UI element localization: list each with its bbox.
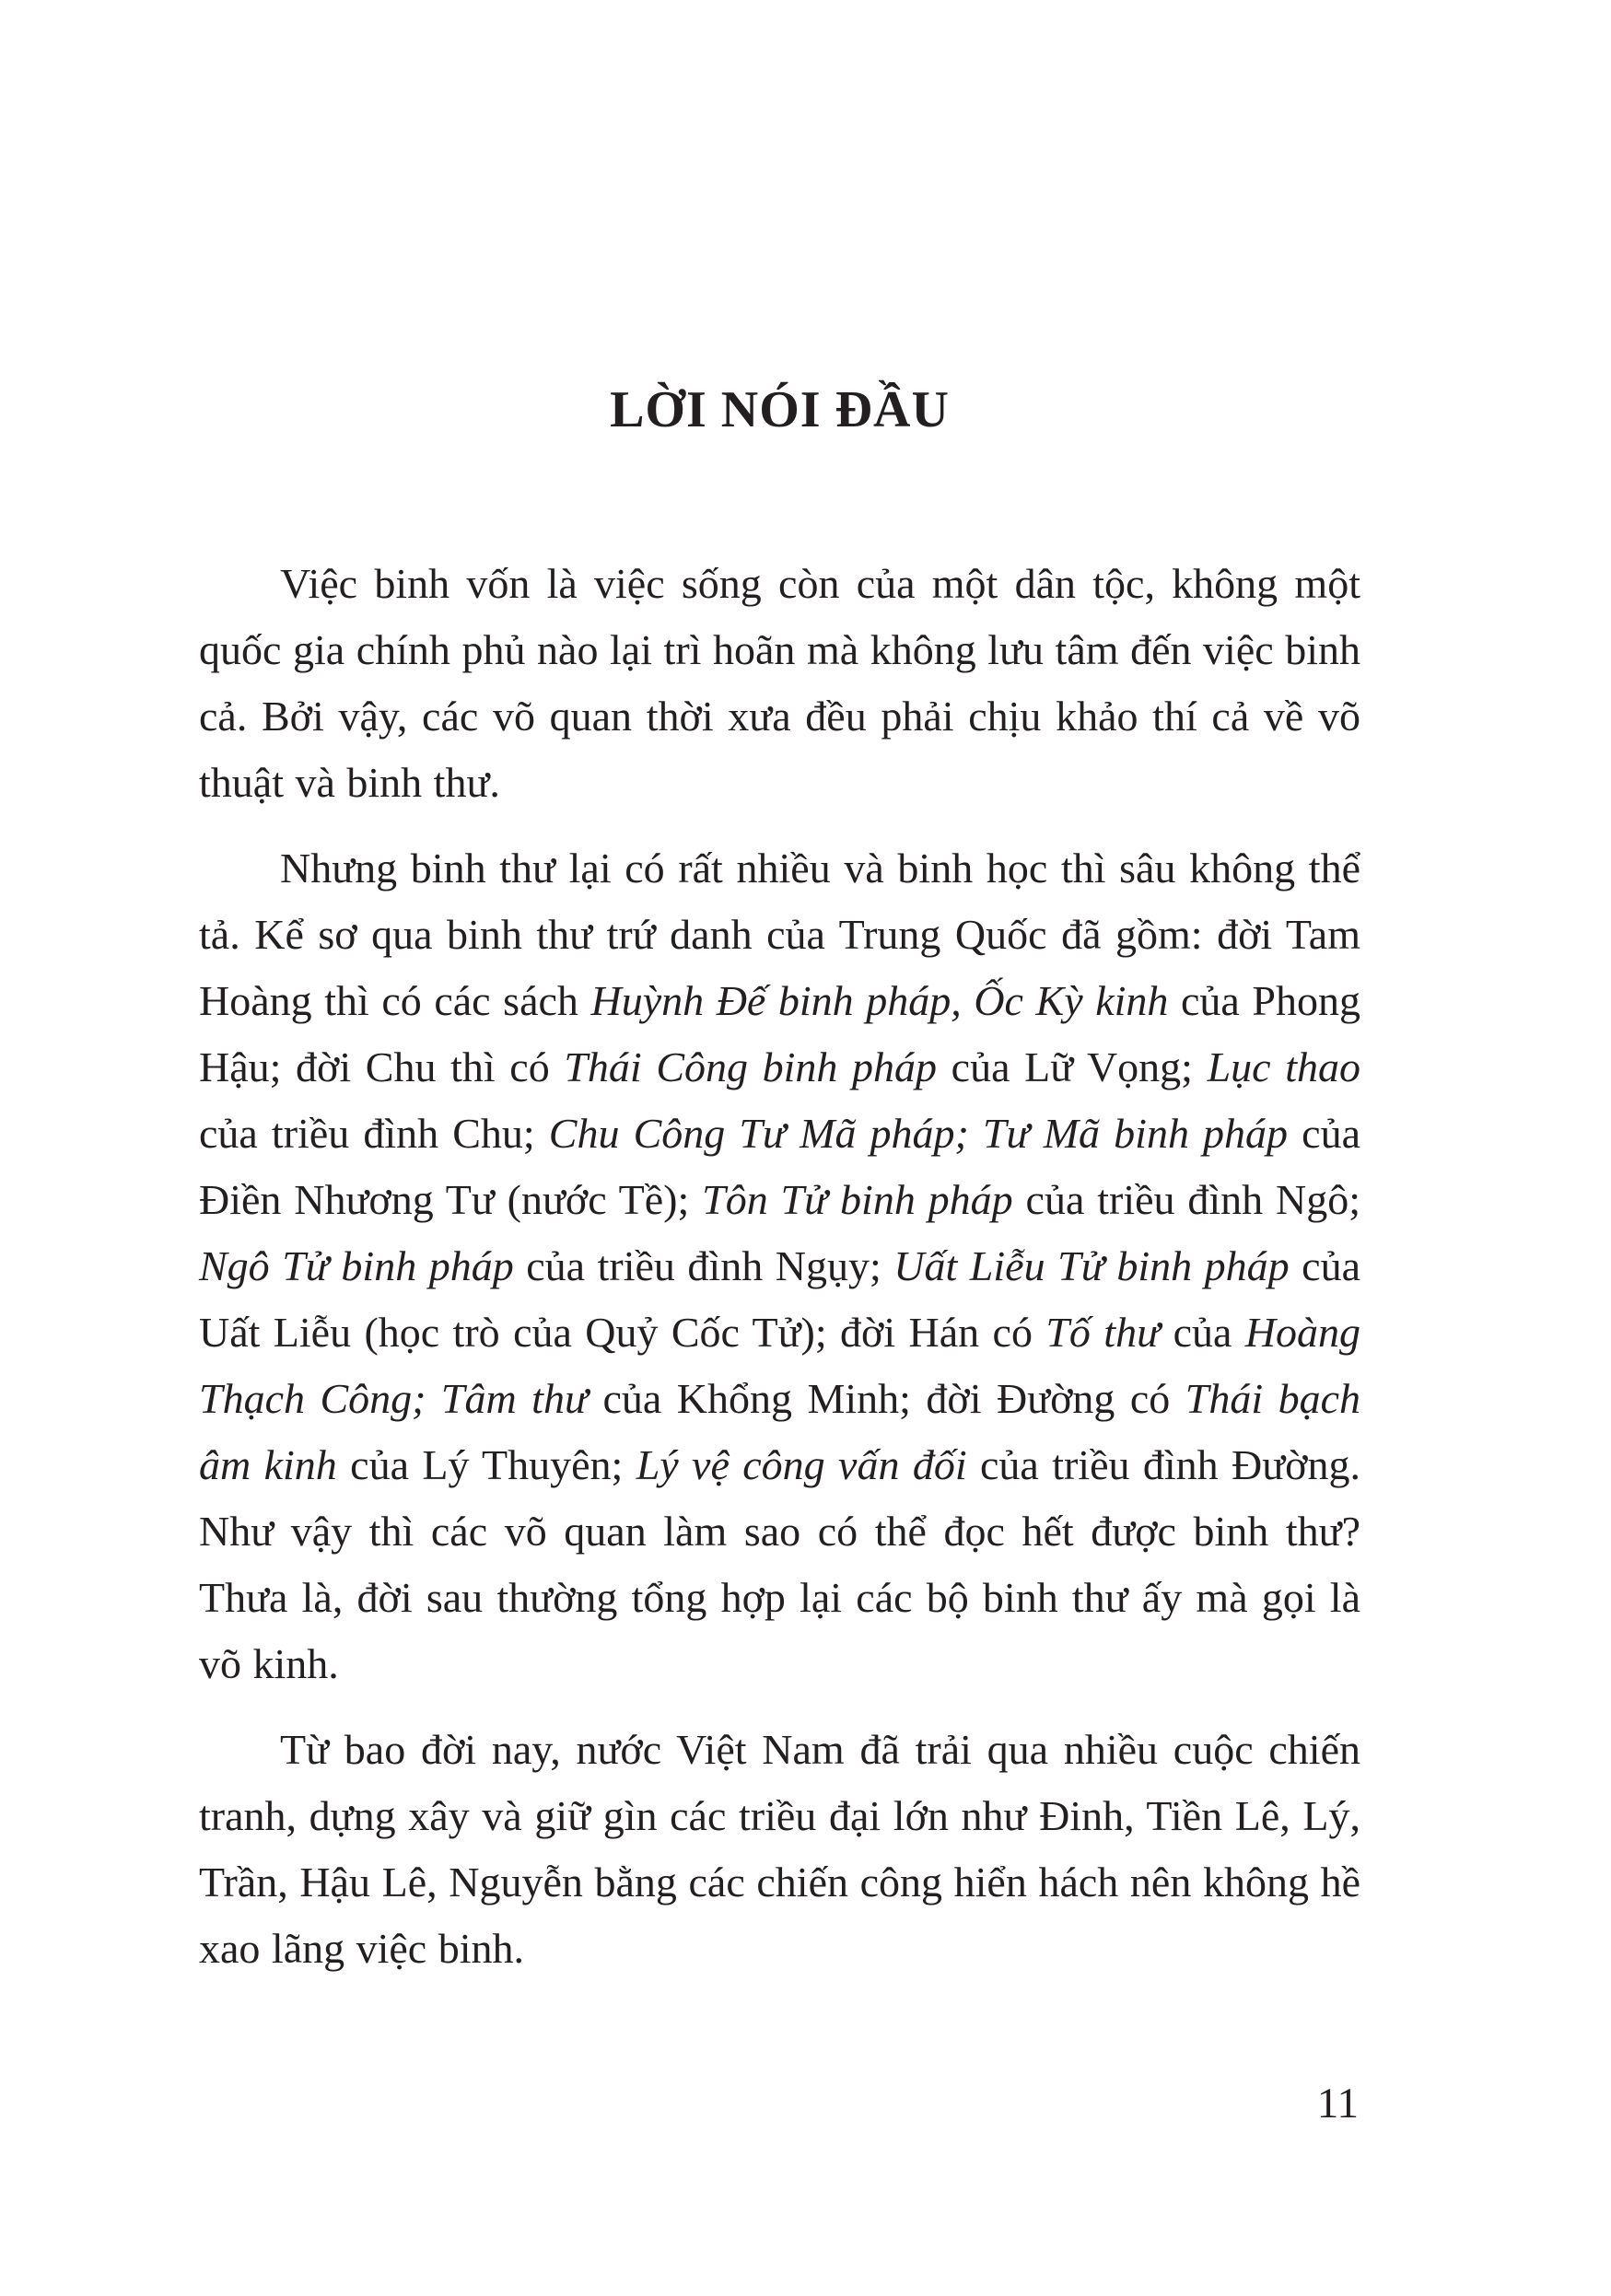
text-run: của Lý Thuyên; xyxy=(336,1441,636,1488)
text-run: của Lữ Vọng; xyxy=(937,1043,1208,1090)
text-run: của triều đình Ngô; xyxy=(1012,1176,1360,1223)
text-run: của Khổng Minh; đời Đường có xyxy=(588,1375,1185,1422)
text-run: Từ bao đời nay, nước Việt Nam đã trải qua nhiều cuộc chiến tranh, dựng xây và giữ gìn các triều đại lớn như Đinh, Tiền Lê, Lý, Trần, Hậu Lê, Nguyễn bằng các chiến công hiển hách nên không hề xao lãng việc binh. xyxy=(199,1726,1360,1972)
text-run: Việc binh vốn là việc sống còn của một dân tộc, không một quốc gia chính phủ nào lại trì hoãn mà không lưu tâm đến việc binh cả. Bởi vậy, các võ quan thời xưa đều phải chịu khảo thí cả về võ thuật và binh thư. xyxy=(199,560,1360,806)
text-run-italic: Thái Công binh pháp xyxy=(564,1043,938,1090)
page-number: 11 xyxy=(1316,2080,1359,2127)
text-run-italic: Tôn Tử binh pháp xyxy=(702,1176,1013,1223)
text-run-italic: Thái bạch âm kinh xyxy=(199,1375,1361,1488)
text-run: Nhưng binh thư lại có rất nhiều và binh học thì sâu không thể tả. Kể sơ qua binh thư trứ danh của Trung Quốc đã gồm: đời Tam Hoàng thì có các sách xyxy=(199,845,1360,1024)
text-run-italic: Hoàng Thạch Công; Tâm thư xyxy=(199,1309,1361,1422)
text-run-italic: Huỳnh Đế binh pháp, Ốc Kỳ kinh xyxy=(590,977,1169,1024)
text-run-italic: Uất Liễu Tử binh pháp xyxy=(893,1242,1290,1289)
text-run: của Phong Hậu; đời Chu thì có xyxy=(199,977,1360,1090)
page-title: LỜI NÓI ĐẦU xyxy=(610,381,950,438)
text-run-italic: Ngô Tử binh pháp xyxy=(199,1242,514,1289)
text-run-italic: Lý vệ công vấn đối xyxy=(636,1441,967,1488)
text-run: của xyxy=(1160,1309,1245,1356)
text-run: của Uất Liễu (học trò của Quỷ Cốc Tử); đời Hán có xyxy=(199,1242,1360,1356)
paragraph-3 xyxy=(199,1717,1360,1982)
paragraph-2 xyxy=(199,835,1360,1697)
text-run-italic: Chu Công Tư Mã pháp; Tư Mã binh pháp xyxy=(548,1110,1289,1157)
text-run: của triều đình Ngụy; xyxy=(513,1242,894,1289)
text-run-italic: Lục thao xyxy=(1207,1043,1361,1090)
text-run: của triều đình Đường. Như vậy thì các võ quan làm sao có thể đọc hết được binh thư? Thưa là, đời sau thường tổng hợp lại các bộ binh thư ấy mà gọi là võ kinh. xyxy=(199,1441,1360,1687)
paragraph-1 xyxy=(199,551,1360,816)
text-run-italic: Tố thư xyxy=(1045,1309,1161,1356)
text-run: của triều đình Chu; xyxy=(199,1110,549,1157)
page-body xyxy=(199,551,1360,1982)
text-run: của Điền Nhương Tư (nước Tề); xyxy=(199,1110,1360,1223)
